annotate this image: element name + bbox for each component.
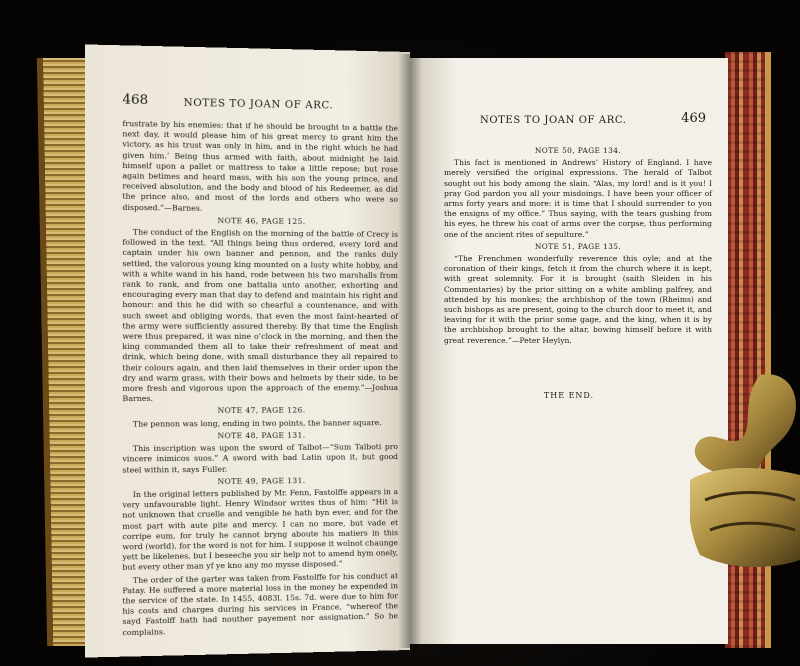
page-number: 468 [122, 92, 149, 109]
page-number: 469 [681, 111, 706, 126]
note-heading: NOTE 51, PAGE 135. [534, 241, 622, 251]
the-end-label: THE END. [543, 391, 595, 400]
page-body [122, 119, 398, 640]
note-heading: NOTE 46, PAGE 125. [217, 215, 306, 226]
brass-book-stand [690, 370, 800, 580]
note-heading: NOTE 49, PAGE 131. [217, 475, 306, 486]
paragraph: The order of the garter was taken from Fastolffe for his conduct at Patay. He suffered a more material loss in the money he expended in the service of the state. In 1455, 4083l. 15s. 7d. were due to him for his costs and charges during his services in France, “whereof the sayd Fastolff hath had nouther payement nor assignation.” So he complains. [122, 570, 399, 637]
running-head: NOTES TO JOAN OF ARC. [183, 97, 334, 112]
note-heading: NOTE 50, PAGE 134. [534, 146, 622, 155]
paragraph: This inscription was upon the sword of Talbot—“Sum Talboti pro vincere inimicos suos.” A sword with bad Latin upon it, but good steel within it, says Fuller. [122, 442, 399, 475]
paragraph: This fact is mentioned in Andrews’ History of England. I have merely versified the original expressions. The herald of Talbot sought out his body among the slain. “Alas, my lord! and is it you! I pray God pardon you all your misdoings. I have been your officer of arms forty years and more: it is time that I should surrender to you the ensigns of my office.” Thus saying, with the tears gushing from his eyes, he threw his coat of arms over the corpse, thus performing one of the ancient rites of sepulture.” [444, 158, 712, 239]
note-heading: NOTE 48, PAGE 131. [217, 430, 306, 441]
paragraph: The pennon was long, ending in two points, the banner square. [132, 417, 382, 429]
book-gutter-shadow [398, 54, 422, 648]
paragraph: In the original letters published by Mr. Fenn, Fastolffe appears in a very unfavourable light. Henry Windsor writes thus of him: “Hit is not unknown that cruelle and vengible he hath byn ever, and for the most part with aute pite and mercy. I can no more, but vade et corripe eum, for truly he cannot bryng aboute his matiers in this word (world), for the word is not for him. I suppose it wolnot chaunge yett be likelenes, but I beseeche you sir help not to amend hym onely, but every other man yf ye kno any mo mysse disposed.” [122, 487, 399, 573]
page-body [444, 146, 712, 348]
paragraph: “The Frenchmen wonderfully reverence this oyle; and at the coronation of their kings, fetch it from the church where it is kept, with great solemnity. For it is brought (saith Sleiden in his Commentaries) by the prior sitting on a white ambling palfrey, and attended by his monkes; the archbishop of the town (Rheims) and such bishops as are present, going to the church door to meet it, and leaving for it with the prior some gage, and the king, when it is by the archbishop brought to the altar, bowing himself before it with great reverence.”—Peter Heylyn. [444, 254, 712, 345]
running-head: NOTES TO JOAN OF ARC. [480, 115, 627, 126]
left-page [85, 44, 410, 657]
paragraph: The conduct of the English on the morning of the battle of Crecy is followed in the text. “All things being thus ordered, every lord and captain under his own banner and pennon, and the ranks duly settled, the valorous young king mounted on a lusty white hobby, and with a white wand in his hand, rode between his two marshalls from rank to rank, and from one battalia unto another, exhorting and encouraging every man that day to defend and maintain his right and honour: and this he did with so chearful a countenance, and with such sweet and obliging words, that even the most faint-hearted of the army were sufficiently assured thereby. By that time the English were thus prepared, it was nine o’clock in the morning, and then the king commanded them all to take their refreshment of meat and drink, which being done, with small disturbance they all repaired to their colours again, and then laid themselves in their order upon the dry and warm grass, with their bows and helmets by their side, to be more fresh and vigorous upon the approach of the enemy.”—Joshua Barnes. [122, 227, 399, 404]
right-page [410, 58, 728, 644]
note-heading: NOTE 47, PAGE 126. [217, 405, 306, 416]
paragraph: frustrate by his enemies: that if he should be brought to a battle the next day, it would please him of his great mercy to grant him the victory, as his trust was only in him, and in the right which he had given him.’ Being thus armed with faith, about midnight he laid himself upon a pallet or mattress to take a little repose; but rose again betimes and heard mass, with his son the young prince, and received absolution, and the body and blood of his Redeemer, as did the prince also, and most of the lords and others who were so disposed.”—Barnes. [122, 118, 399, 213]
